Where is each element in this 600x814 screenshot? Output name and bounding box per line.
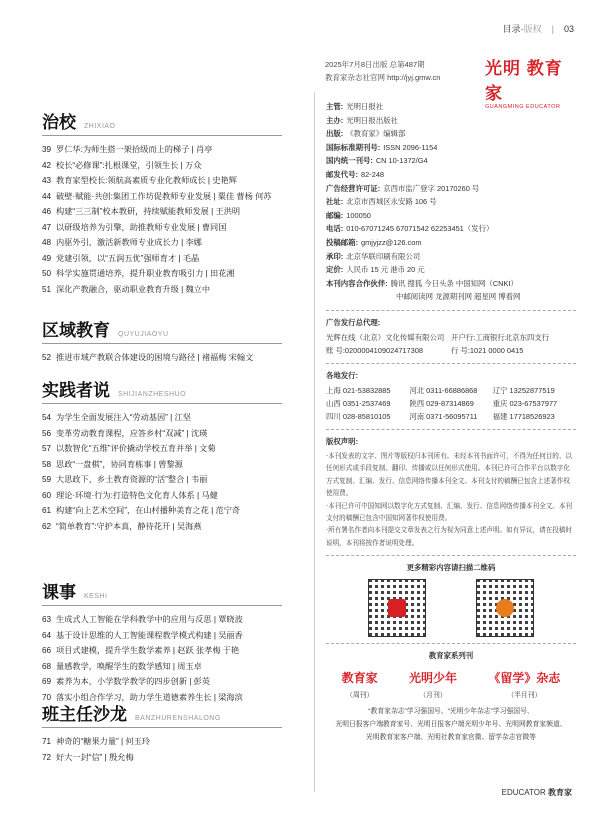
toc-text: 好大一封“信” | 殷允梅 xyxy=(56,752,134,762)
section-title: 实践者说 xyxy=(42,381,110,400)
magazine-frequency: （周刊） xyxy=(346,692,374,700)
family-magazine xyxy=(488,669,560,699)
toc-entry[interactable] xyxy=(42,350,282,366)
info-value: ISSN 2096-1154 xyxy=(383,142,438,152)
toc-page: 44 xyxy=(42,191,52,201)
section-pinyin: BANZHURENSHALONG xyxy=(135,715,221,722)
qr-code-2 xyxy=(476,579,534,637)
info-key: 主管: xyxy=(326,102,344,111)
toc-section xyxy=(42,376,282,534)
toc-page: 48 xyxy=(42,238,52,247)
toc-section xyxy=(42,108,282,297)
info-key: 定价: xyxy=(326,265,344,275)
ad-account: 账 号:0200004109024717308 xyxy=(326,345,423,355)
page-number: 03 xyxy=(563,23,574,34)
info-key: 承印: xyxy=(326,251,344,261)
toc-entry[interactable] xyxy=(42,674,282,690)
toc-page: 39 xyxy=(42,145,52,154)
family-desc-line: “教育家杂志”学习强国号、“光明少年杂志”学习强国号、 xyxy=(368,708,534,716)
section-pinyin: SHIJIANZHESHUO xyxy=(118,391,187,398)
info-row xyxy=(326,141,576,155)
toc-page: 68 xyxy=(42,661,52,671)
toc-entry[interactable] xyxy=(42,235,282,251)
toc-page: 43 xyxy=(42,176,52,185)
info-value: 《教育家》编辑部 xyxy=(346,129,406,139)
toc-page: 59 xyxy=(42,475,52,484)
info-row xyxy=(326,114,576,128)
magazine-name: 光明少年 xyxy=(408,671,457,686)
section-pinyin: QUYUJIAOYU xyxy=(118,331,169,338)
magazine-frequency: （半月刊） xyxy=(507,692,542,700)
dist-title: 各地发行: xyxy=(326,370,359,380)
divider xyxy=(326,310,576,311)
family-magazine xyxy=(342,669,378,699)
toc-text: 大思政下，乡土教育资源的“活”整合 | 韦丽 xyxy=(56,475,208,484)
copyright-paragraph: ·本刊已许可中国知网以数字化方式复制、汇编、发行、信息网络传播本刊全文。本刊支付的稿酬已包含中国知网著作权使用费。 xyxy=(326,501,573,522)
magazine-name: 《留学》杂志 xyxy=(488,671,561,686)
toc-text: 深化产教融合，驱动职业教育升级 | 魏立中 xyxy=(56,284,211,294)
toc-text: 以研级培养为引擎，助推教师专业发展 | 曹同国 xyxy=(56,222,227,232)
dist-entry: 山西 0351-2537469 xyxy=(326,398,391,408)
header-section: 目录 xyxy=(502,24,521,34)
brand-logo: 光明 教育家 GUANGMING EDUCATOR xyxy=(485,59,563,110)
toc-text: “简单教育”:守护本真，静待花开 | 吴海燕 xyxy=(56,521,202,531)
toc-page: 49 xyxy=(42,253,52,263)
dist-entry: 四川 028-85810105 xyxy=(326,411,391,421)
toc-text: 生成式人工智能在学科教学中的应用与反思 | 覃晓波 xyxy=(56,615,243,624)
toc-text: 校长“必修课”:扎根课堂，引领生长 | 万众 xyxy=(56,160,202,170)
section-pinyin: KESHI xyxy=(84,593,108,600)
toc-entry[interactable] xyxy=(42,142,282,158)
toc-section xyxy=(42,578,282,705)
toc-entry[interactable] xyxy=(42,734,282,750)
info-row xyxy=(326,127,576,141)
toc-page: 47 xyxy=(42,222,52,232)
toc-page: 69 xyxy=(42,677,52,686)
toc-text: 破壁·赋能·共创:集团工作坊促教师专业发展 | 粟佳 曹杨 何苏 xyxy=(56,191,272,201)
header-sub: 版权 xyxy=(523,24,542,34)
family-magazine xyxy=(409,669,457,699)
info-row xyxy=(326,154,576,168)
section-title: 治校 xyxy=(42,113,76,132)
toc-entry[interactable] xyxy=(42,173,282,189)
toc-text: 神奇的“糖果力量” | 何玉玲 xyxy=(56,737,151,746)
toc-text: 构建“三三制”校本教研，持续赋能教师发展 | 王洪明 xyxy=(56,207,241,216)
toc-text: 教育家型校长:领航高素质专业化教师成长 | 史艳辉 xyxy=(56,176,237,185)
info-row xyxy=(326,100,576,114)
info-row xyxy=(326,236,576,250)
magazine-name: 教育家 xyxy=(341,671,378,686)
toc-entry[interactable] xyxy=(42,282,282,298)
toc-page: 57 xyxy=(42,444,52,453)
info-value: 光明日报出版社 xyxy=(346,115,398,125)
toc-page: 66 xyxy=(42,646,52,655)
toc-text: 内驱外引，激活新教师专业成长力 | 李娜 xyxy=(56,238,202,247)
qr-code-1 xyxy=(368,579,426,637)
info-value: 光明日报社 xyxy=(346,102,384,111)
dist-entry: 福建 17718526923 xyxy=(492,411,555,421)
toc-page: 54 xyxy=(42,413,52,422)
toc-page: 71 xyxy=(42,737,52,746)
toc-text: 推进市域产教联合体建设的困境与路径 | 褚福梅 宋翰文 xyxy=(56,353,254,362)
toc-text: 思政“一盘棋”，协同育栋事 | 曾黎源 xyxy=(56,459,183,469)
toc-entry[interactable] xyxy=(42,659,282,675)
toc-page: 58 xyxy=(42,459,52,469)
toc-text: 罗仁华:为师生搭一架拾级而上的梯子 | 肖亭 xyxy=(56,145,213,154)
info-key: 社址: xyxy=(326,197,344,207)
toc-text: 量感教学，唤醒学生的数学感知 | 周玉卓 xyxy=(56,661,202,671)
info-row xyxy=(326,263,576,277)
toc-page: 42 xyxy=(42,160,52,170)
toc-page: 51 xyxy=(42,284,52,294)
toc-entry[interactable] xyxy=(42,266,282,282)
toc-entry[interactable] xyxy=(42,158,282,174)
toc-page: 70 xyxy=(42,692,52,702)
toc-page: 46 xyxy=(42,207,52,216)
toc-page: 72 xyxy=(42,752,52,762)
page-header: 目录 · 版权 | 03 xyxy=(502,23,574,34)
family-title: 教育家系列刊 xyxy=(428,651,474,661)
info-row xyxy=(326,209,576,223)
info-value: 腾讯 搜狐 今日头条 中国知网（CNKI） xyxy=(390,278,518,288)
section-title: 课事 xyxy=(42,583,76,602)
copyright-paragraph: ·所有署名作者向本刊提交文章发表之行为视为同意上述声明。如有异议，请在投稿时说明，本刊将按作者说明处理。 xyxy=(326,526,573,547)
divider xyxy=(326,643,576,644)
toc-page: 61 xyxy=(42,506,52,515)
toc-text: 变革劳动教育课程，应答乡村“双减” | 沈瑛 xyxy=(56,428,208,438)
divider xyxy=(326,555,576,556)
dist-entry: 河南 0371-56095711 xyxy=(409,411,478,421)
info-value: 人民币 15 元 港币 20 元 xyxy=(346,265,425,275)
toc-page: 63 xyxy=(42,615,52,624)
dist-entry: 重庆 023-67537977 xyxy=(492,398,558,408)
info-key: 主办: xyxy=(326,115,344,125)
qr-title: 更多精彩内容请扫描二维码 xyxy=(406,563,496,573)
info-value: 京西市监广登字 20170260 号 xyxy=(383,183,480,193)
info-key: 电话: xyxy=(326,224,344,234)
toc-text: 理论·环境·行为:打造特色文化育人体系 | 马健 xyxy=(56,490,218,500)
ad-title: 广告发行总代理: xyxy=(326,317,381,327)
toc-text: 落实小组合作学习，助力学生道德素养生长 | 梁海滨 xyxy=(56,692,243,702)
info-value: 82-248 xyxy=(361,169,385,179)
column-divider xyxy=(314,92,315,792)
info-row xyxy=(326,195,576,209)
family-desc-line: 光明日报客户端教育家号、光明日报客户端光明少年号、光明网教育家频道、 xyxy=(335,721,567,729)
masthead xyxy=(326,100,576,744)
footer: EDUCATOR 教育家 xyxy=(501,788,572,797)
section-title: 班主任沙龙 xyxy=(42,705,127,724)
copyright-paragraph: ·本刊发表的文字、图片等版权归本刊所有。未经本刊书面许可，不得为任何目的、以任何形式或手段复制、翻印、传播或以任何形式使用。本刊已许可合作平台以数字化方式复制、汇编、发行、信息网络传播本刊全文。本刊支付的稿酬已包含上述著作权使用费。 xyxy=(326,451,573,498)
toc-page: 64 xyxy=(42,630,52,640)
toc-entry[interactable] xyxy=(42,204,282,220)
dist-entry: 上海 021-53832885 xyxy=(326,385,391,395)
info-row xyxy=(326,250,576,264)
info-value: 北京市西城区永安路 106 号 xyxy=(346,197,437,207)
ad-bank-code: 行 号:1021 0000 0415 xyxy=(451,345,524,355)
info-row xyxy=(326,182,576,196)
toc-text: 基于设计思维的人工智能课程教学模式构建 | 吴丽香 xyxy=(56,630,243,640)
toc-text: 素养为本，小学数学教学的四步创新 | 彭英 xyxy=(56,677,211,686)
toc-entry[interactable] xyxy=(42,628,282,644)
info-key: 投稿邮箱: xyxy=(326,237,359,247)
info-value: 100050 xyxy=(346,210,371,220)
toc-page: 52 xyxy=(42,353,52,362)
ad-bank: 开户行:工商银行北京东四支行 xyxy=(451,332,550,342)
info-value: 010-67071245 67071542 62253451（发行） xyxy=(346,224,494,234)
website: 教育家杂志社官网 http://jyj.gmw.cn xyxy=(325,73,441,82)
magazine-frequency: （月刊） xyxy=(419,692,447,700)
toc-text: 党建引领，以“五润五优”强师育才 | 毛晶 xyxy=(56,253,200,263)
issue-date: 2025年7月8日出版 总第487期 xyxy=(325,60,425,69)
section-pinyin: ZHIXIAO xyxy=(84,123,116,130)
section-title: 区域教育 xyxy=(42,321,110,340)
toc-text: 为学生全面发展注入“劳动基因” | 江坚 xyxy=(56,413,191,422)
info-key: 国际标准期刊号: xyxy=(326,142,381,152)
toc-page: 56 xyxy=(42,428,52,438)
info-key: 广告经营许可证: xyxy=(326,183,381,193)
toc-entry[interactable] xyxy=(42,612,282,628)
toc-text: 科学实施贯通培养，提升职业教育吸引力 | 田花湘 xyxy=(56,269,235,278)
info-value: CN 10-1372/G4 xyxy=(375,156,428,166)
toc-text: 以数智化“五维”评价撬动学校五育并举 | 文菊 xyxy=(56,444,216,453)
toc-entry[interactable] xyxy=(42,426,282,442)
toc-entry[interactable] xyxy=(42,220,282,236)
toc-section xyxy=(42,700,282,765)
info-row xyxy=(326,168,576,182)
family-desc-line: 光明教育家客户端、光明社教育家官微、留学杂志官微等 xyxy=(366,734,536,742)
info-key: 国内统一刊号: xyxy=(326,156,373,166)
info-key: 邮发代号: xyxy=(326,169,359,179)
info-value: gmjyjzz@126.com xyxy=(361,237,422,247)
info-key: 本刊内容合作伙伴: xyxy=(326,278,388,288)
toc-section xyxy=(42,316,282,366)
partners-line2: 中邮阅读网 龙源期刊网 超星网 博看网 xyxy=(396,292,521,302)
toc-entry[interactable] xyxy=(42,750,282,766)
toc-entry[interactable] xyxy=(42,643,282,659)
toc-page: 62 xyxy=(42,521,52,531)
dist-entry: 陕西 029-87314869 xyxy=(409,398,474,408)
copyright-title: 版权声明: xyxy=(326,436,359,446)
toc-entry[interactable] xyxy=(42,189,282,205)
info-row xyxy=(326,222,576,236)
toc-text: 项目式建模，提升学生数学素养 | 赵跃 张孝梅 于艳 xyxy=(56,646,240,655)
toc-entry[interactable] xyxy=(42,488,282,504)
dist-entry: 河北 0311-66886868 xyxy=(409,385,478,395)
toc-entry[interactable] xyxy=(42,503,282,519)
toc-entry[interactable] xyxy=(42,441,282,457)
toc-entry[interactable] xyxy=(42,457,282,473)
toc-page: 50 xyxy=(42,269,52,278)
info-key: 出版: xyxy=(326,129,344,139)
toc-text: 构建“向上艺术空间”，在山村播种美育之花 | 范宁奇 xyxy=(56,506,241,515)
toc-entry[interactable] xyxy=(42,251,282,267)
toc-entry[interactable] xyxy=(42,472,282,488)
divider xyxy=(326,363,576,364)
toc-entry[interactable] xyxy=(42,519,282,535)
ad-company: 光辉在线（北京）文化传媒有限公司 xyxy=(326,332,445,342)
info-row xyxy=(326,277,576,291)
toc-entry[interactable] xyxy=(42,410,282,426)
info-value: 北京华联印刷有限公司 xyxy=(346,251,421,261)
info-key: 邮编: xyxy=(326,210,344,220)
dist-entry: 辽宁 13252877519 xyxy=(492,385,555,395)
toc-page: 60 xyxy=(42,490,52,500)
issue-info xyxy=(325,58,440,84)
divider xyxy=(326,429,576,430)
